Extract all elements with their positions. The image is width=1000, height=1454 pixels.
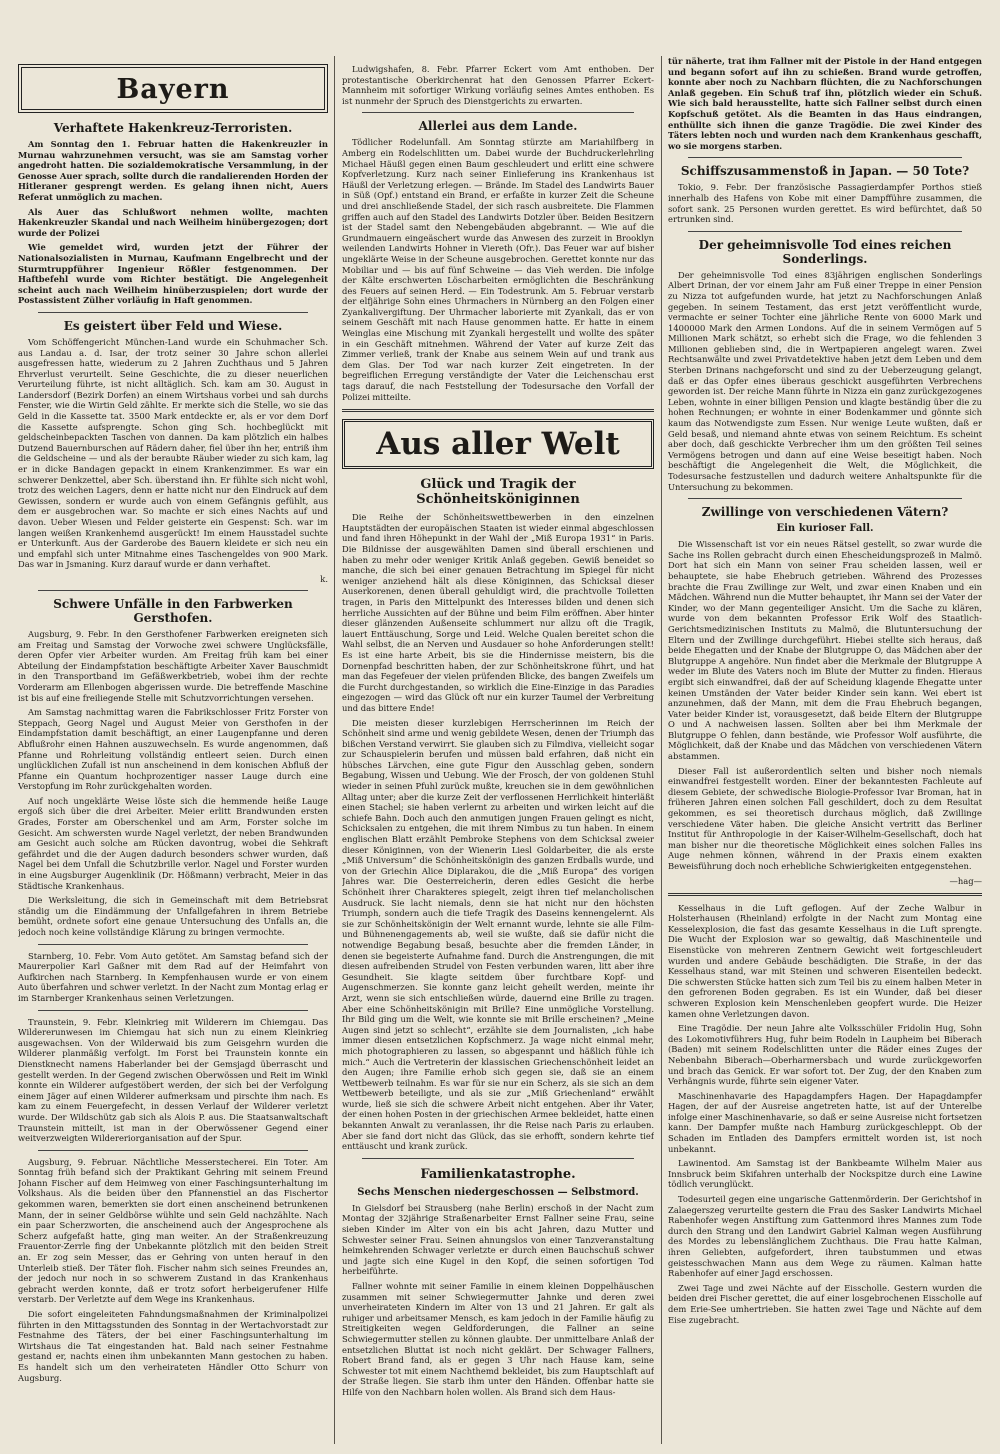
paragraph: Starnberg, 10. Febr. Vom Auto getötet. Am Samstag befand sich der Maurerpolier Karl Gaßner mit dem Rad auf der Heimfahrt von Aufkirchen nach Starnberg. In Kempfenhausen wurde er von einem Auto überfahren und schwer verletzt. In der Nacht zum Montag erlag er im Starnberger Krankenhaus seinen Verletzungen. [18, 950, 328, 1003]
column-2 [342, 56, 654, 1444]
article-title: Der geheimnisvolle Tod eines reichen Sonderlings. [698, 237, 952, 266]
divider [688, 498, 962, 499]
paragraph: Am Sonntag den 1. Februar hatten die Hakenkreuzler in Murnau wahrzunehmen versucht, was sie am Samstag vorher angedroht hatten. Die sozialdemokratische Versammlung, in der Genosse Auer sprach, sollte durch die randalierenden Horden der Hitleraner gesprengt werden. Es gelang ihnen nicht, Auers Referat unmöglich zu machen. [18, 139, 328, 202]
divider [342, 409, 654, 412]
paragraph: Die meisten dieser kurzlebigen Herrscherinnen im Reich der Schönheit sind arme und wenig gebildete Wesen, denen der Triumph das bißchen Verstand verwirrt. Sie glauben sich zu Filmdiva, vielleicht sogar zur Schauspielerin berufen und müssen bald erfahren, daß nicht ein hübsches Lärvchen, eine gute Figur den Ausschlag geben, sondern Begabung, Wissen und Uebung. Wie der Frosch, der von goldenen Stuhl wieder in seinen Pfuhl zurück mußte, kreuchen sie in dem gewöhnlichen Alltag unter; aber die kurze Zeit der verflossenen Herrlichkeit hinterläßt einen Stachel; sie haben verlernt zu arbeiten und wirken leicht auf die schiefe Bahn. Doch auch den anmutigen jungen Frauen gelingt es nicht, Schicksalen zu entgehen, die mit ihrem Nimbus zu tun haben. In einem englischen Blatt erzählt Pembroke Stephens von dem Schicksal zweier dieser Königinnen, von der Wienerin Liesl Goldarbeiter, die als erste „Miß Universum“ die Schönheitskönigin des ganzen Erdballs wurde, und von der Griechin Alice Diplarakou, die die „Miß Europa“ des vorigen Jahres war. Die Oesterreicherin, deren edles Gesicht die herbe Schönheit ihrer Charakteres spiegelt, zeigt ihren tief melancholischen Ausdruck. Sie lacht niemals, denn sie hat nicht nur den höchsten Triumph, sondern auch die tiefe Tragik des Daseins kennengelernt. Als sie zur Schönheitskönigin der Welt ernannt wurde, lehnte sie alle Film- und Bühnenengagements ab, weil sie wußte, daß sie dafür nicht die notwendige Begabung besaß, besuchte aber die fremden Länder, in denen sie begeisterte Aufnahme fand. Durch die Anstrengungen, die mit diesen aufreibenden Strudel von Festen verbunden waren, litt aber ihre Gesundheit. Sie klagte seitdem über furchtbare Kopf- und Augenschmerzen. Sie konnte ganz leicht geheilt werden, meinte ihr Arzt, wenn sie sich entschließen würde, dauernd eine Brille zu tragen. Aber eine Schönheitskönigin mit Brille? Eine unmögliche Vorstellung. Ihr Bild ging um die Welt, wie konnte sie mit Brille erscheinen? „Meine Augen sind jetzt so schlecht“, erzählte sie dem Journalisten, „ich habe immer diesen entsetzlichen Kopfschmerz. Ja wage nicht einmal mehr, mich photographieren zu lassen, so abgespannt und häßlich fühle ich mich.“ Auch die Vertreterin der klassischen Griechenschönheit leidet an den Augen; ihre Familie erhob sich gegen sie, daß sie an einem Wettbewerb teilnahm. Es war für sie nur ein Scherz, als sie sich an dem Wettbewerb beteiligte, und als sie zur „Miß Griechenland“ erwählt wurde, ließ sie sich die schwere Arbeit nicht entgehen. Aber ihr Vater, der einen hohen Posten in der griechischen Armee bekleidet, hatte einen bekannten Anwalt zu veranlassen, ihr die Reise nach Paris zu erlauben. Aber sie fand dort nicht das Glück, das sie erhofft, sondern kehrte tief enttäuscht und krank zurück. [342, 717, 654, 1152]
article-title: Glück und Tragik der Schönheitsköniginnen [416, 477, 580, 508]
paragraph: Am Samstag nachmittag waren die Fabrikschlosser Fritz Forster von Steppach, Georg Nagel und August Meier von Gersthofen in der Eindampfstation damit beschäftigt, an einer Laugenpfanne und deren Abflußrohr einen Hahnen auszuwechseln. Es wurde angenommen, daß Pfanne und Rohrleitung vollständig entleert seien. Durch einen unglücklichen Zufall ist nun anscheinend in dem konischen Abfluß der Pfanne ein Quantum hochprozentiger nasser Lauge durch eine Verstopfung im Rohr zurückgehalten worden. [18, 707, 328, 792]
column-3 [668, 56, 982, 1444]
paragraph: Fallner wohnte mit seiner Familie in einem kleinen Doppelhäuschen zusammen mit seiner Schwiegermutter Jahnke und deren zwei unverheirateten Kindern im Alter von 13 und 21 Jahren. Er galt als ruhiger und arbeitsamer Mensch, es kam jedoch in der Familie häufig zu Streitigkeiten wegen Geldforderungen, die Fallner an seine Schwiegermutter stellen zu können glaubte. Der unmittelbare Anlaß der entsetzlichen Bluttat ist noch nicht geklärt. Der Schwager Fallners, Robert Brand fand, als er gegen 3 Uhr nach Hause kam, seine Schwester tot mit einem Nachthemd bekleidet, bis zum Hauptschlaft auf der Straße liegen. Sie starb ihm unter den Händen. Offenbar hatte sie Hilfe von den Nachbarn holen wollen. Als Brand sich dem Haus- [342, 1281, 654, 1397]
article-title: Es geistert über Feld und Wiese. [63, 318, 283, 333]
paragraph: Eine Tragödie. Der neun Jahre alte Volksschüler Fridolin Hug, Sohn des Lokomotivführers Hug, fuhr beim Rodeln in Laupheim bei Biberach (Baden) mit seinem Rodelschlitten unter die Räder eines Zuges der Nebenbahn Biberach—Oberharmersbach und wurde zurückgeworfen und brach das Genick. Er war sofort tot. Der Zug, der den Knaben zum Verhängnis wurde, führte sein eigener Vater. [668, 1023, 982, 1087]
article-title: Allerlei aus dem Lande. [418, 119, 578, 134]
paragraph: Maschinenhavarie des Hapagdampfers Hagen. Der Hapagdampfer Hagen, der auf der Ausreise angetreten hatte, ist auf der Unterelbe infolge einer Maschinenhavarie, so daß er seine Ausreise nicht fortsetzen kann. Der Dampfer mußte nach Hamburg zurückgeschleppt. Ob der Schaden im Entladen des Dampfers ermittelt worden ist, ist noch unbekannt. [668, 1090, 982, 1154]
divider [688, 231, 962, 232]
paragraph: Die Wissenschaft ist vor ein neues Rätsel gestellt, so zwar wurde die Sache ins Rollen gebracht durch einen Ehescheidungsprozeß in Malmö. Dort hat sich ein Mann von seiner Frau scheiden lassen, weil er behauptete, sie habe Ehebruch getrieben. Während des Prozesses brachte die Frau Zwillinge zur Welt, und zwar einen Knaben und ein Mädchen. Während nun die Mutter behauptet, ihr Mann sei der Vater der Kinder, wo der Mann gegenteiliger Ansicht. Um die Sache zu klären, wurde von dem bekannten Professor Erik Wolf des Staatlich-Gerichtsmedizinischen Instituts zu Malmö, die Blutuntersuchung der Eltern und der Zwillinge durchgeführt. Hiebei stellte sich heraus, daß beide Ehegatten und der Knabe der Blutgruppe O, das Mädchen aber der Blutgruppe A angehöre. Nun findet aber die Merkmale der Blutgruppe A weder im Blute des Vaters noch im Blute der Mutter zu finden. Hieraus ergibt sich einwandfrei, daß der auf Scheidung klagende Ehegatte unter keinen Umständen der Vater beider Kinder sein kann. Wei ebert ist anzunehmen, daß der Mann, mit dem die Frau Ehebruch begangen, Vater beider Kinder ist, vorausgesetzt, daß beide Eltern der Blutgruppe O und A nachweisen lassen. Sollten aber bei ihm Merkmale der Blutgruppe O fehlen, dann bestände, wie Professor Wolf ausführte, die Möglichkeit, daß der Knabe und das Mädchen von verschiedenen Vätern abstammen. [668, 539, 982, 762]
column-rule [334, 56, 335, 1444]
paragraph: Ludwigshafen, 8. Febr. Pfarrer Eckert vom Amt enthoben. Der protestantische Oberkirchenrat hat den Genossen Pfarrer Eckert-Mannheim mit sofortiger Wirkung vorläufig seines Amtes enthoben. Es ist nunmehr der Spruch des Dienstgerichts zu erwarten. [342, 64, 654, 106]
paragraph: Augsburg, 9. Febr. In den Gersthofener Farbwerken ereigneten sich am Freitag und Samstag der Vorwoche zwei schwere Unglücksfälle, deren Opfer vier Arbeiter wurden. Am Freitag früh kam bei einer Abteilung der Eindampfstation beschäftigte Arbeiter Xaver Bauschmidt in den Transportband im Gefäßwerkbetrieb, wobei ihm der rechte Vorderarm am Ellenbogen abgerissen wurde. Die betreffende Maschine ist bis auf eine freiliegende Stelle mit Schutzvorrichtungen versehen. [18, 628, 328, 703]
divider [668, 893, 982, 896]
paragraph: Traunstein, 9. Febr. Kleinkrieg mit Wilderern im Chiemgau. Das Wildererunwesen im Chiemgau hat sich nun zu einem Kleinkrieg ausgewachsen. Von der Wilderwaid bis zum Geisgehrn wurden die Wilderer planmäßig verfolgt. Im Forst bei Traunstein konnte ein Dienstknecht namens Haberlander bei der Gemsjagd überrascht und gestellt werden. In der Gegend zwischen Oberwössen und Reit im Winkl konnte ein Wilderer aufgestöbert werden, der sich bei der Verfolgung einem Jäger auf einen Wilderer aufmerksam und pirschte ihm nach. Es kam zu einem Feuergefecht, in dessen Verlauf der Wilderer verletzt wurde. Der Wildschütz gab sich als Alois P. aus. Die Staatsanwaltschaft Traunstein mitteilt, ist man in der Oberwössener Gegend einer weitverzweigten Wildereriorganisation auf der Spur. [18, 1016, 328, 1144]
section-head-aus-aller-welt: Aus aller Welt [342, 419, 654, 469]
divider [38, 944, 308, 945]
paragraph: Tokio, 9. Febr. Der französische Passagierdampfer Porthos stieß innerhalb des Hafens von Kobe mit einer Dampfführe zusammen, die sofort sank. 25 Personen wurden gerettet. Es wird befürchtet, daß 50 ertrunken sind. [668, 182, 982, 225]
paragraph: Lawinentod. Am Samstag ist der Bankbeamte Wilhelm Maier aus Innsbruck beim Skifahren unterhalb der Nockspitze durch eine Lawine tödlich verunglückt. [668, 1158, 982, 1190]
paragraph: Zwei Tage und zwei Nächte auf der Eisscholle. Gestern wurden die beiden drei Fischer gerettet, die auf einer losgebrochenen Eisscholle auf dem Erie-See umhertrieben. Sie hatten zwei Tage und Nächte auf dem Eise zugebracht. [668, 1282, 982, 1325]
article-subtitle: Ein kurioser Fall. [776, 523, 874, 535]
article-title: Familienkatastrophe. [420, 1166, 576, 1182]
divider [38, 1150, 308, 1151]
column-rule [661, 56, 662, 1444]
paragraph: Vom Schöffengericht München-Land wurde ein Schuhmacher Sch. aus Landau a. d. Isar, der trotz seiner 30 Jahre schon allerlei ausgefressen hatte, wiederum zu 2 Jahren Zuchthaus und 5 Jahren Ehrverlust verurteilt. Seine Geschichte, die zu dieser neuerlichen Verurteilung führte, ist nicht alltäglich. Sch. kam am 30. August in Landersdorf (Bezirk Dorfen) an einem Wirtshaus vorbei und sah durchs Fenster, wie die Wirtin Geld zählte. Er merkte sich die Stelle, wo sie das Geld in die Kassette tat. 3500 Mark entdeckte er, als er vor dem Dorf die Kassette aufsprengte. Schon ging Sch. hochbeglückt mit geldscheinbepackten Taschen von dannen. Da kam plötzlich ein halbes Dutzend Bauernburschen auf Rädern daher, fiel über ihn her, entriß ihm die Geldscheine — und als der beraubte Räuber wieder zu sich kam, lag er in dicke Bandagen gepackt in einem Krankenzimmer. Es war ein schwerer Denkzettel, aber Sch. überstand ihn. Er fühlte sich nicht wohl, trotz des weichen Lagers, denn er hatte nicht nur den Eindruck auf dem Gewissen, sondern er wurde auch von einem Gefängnis gefühlt, aus dem er ausgebrochen war. So machte er sich eines Nachts auf und davon. Ueber Wiesen und Felder geisterte ein Gespenst: Sch. war im langen weißen Krankenhemd ausgerückt! Im einem Hausstadel suchte er Unterkunft. Aus der Garderobe des Bauern kleidete er sich neu ein und empfahl sich unter Mitnahme eines Taschengeldes von 900 Mark. Das war in Jsmaning. Kurz darauf wurde er dann verhaftet. [18, 336, 328, 570]
divider [362, 112, 634, 113]
paragraph: Die Werksleitung, die sich in Gemeinschaft mit dem Betriebsrat ständig um die Eindämmung der Unfallgefahren in ihrem Betriebe bemüht, ordnete sofort eine genaue Untersuchung des Unfalls an, die jedoch noch keine vollständige Klärung zu bringen vermochte. [18, 895, 328, 937]
article-subtitle: Sechs Menschen niedergeschossen — Selbstmord. [357, 1186, 639, 1198]
paragraph: Der geheimnisvolle Tod eines 83jährigen englischen Sonderlings Albert Drinan, der vor einem Jahr am Fuß einer Treppe in einer Pension zu Nizza tot aufgefunden wurde, hat jetzt zu Nachforschungen Anlaß gegeben. In seinem Testament, das erst jetzt veröffentlicht wurde, vermachte er seiner Tochter eine jährliche Rente von 6000 Mark und 1400000 Mark den Armen Londons. Auf die in seinem Vermögen auf 5 Millionen Mark schätzt, so erhebt sich die Frage, wo die fehlenden 3 Millionen geblieben sind, die in Wertpapieren angelegt waren. Zwei Rechtsanwälte und zwei Privatdetektive haben jetzt dem Leben und dem Sterben Drinans nachgeforscht und sind zu der Ueberzeugung gelangt, daß er das Opfer eines überaus geschickt ausgeführten Verbrechens geworden ist. Der reiche Mann führte in Nizza ein ganz zurückgezogenes Leben, wohnte in einer billigen Pension und klagte beständig über die zu hohen Rechnungen; er wohnte in einer Bodenkammer und gönnte sich kaum das Notwendigste zum Essen. Nur wenige Leute wußten, daß er Geld besaß, und niemand ahnte etwas von seinem Reichtum. Es scheint aber doch, daß geschickte Verbrecher ihm um den größten Teil seines Vermögens betrogen und dann auf eine Weise beseitigt haben. Noch beschäftigt die Angelegenheit die Welt, die Möglichkeit, die Todesursache festzustellen und dadurch weitere Anhaltspunkte für die Untersuchung zu bekommen. [668, 269, 982, 492]
divider [38, 590, 308, 591]
paragraph: Wie gemeldet wird, wurden jetzt der Führer der Nationalsozialisten in Murnau, Kaufmann Engelbrecht und der Sturmtruppführer Ingenieur Rößler festgenommen. Der Haftbefehl wurde vom Richter bestätigt. Die Angelegenheit scheint auch nach Weilheim hinüberzuspielen; dort wurde der Postassistent Zülher vorläufig in Haft genommen. [18, 242, 328, 306]
paragraph: Kesselhaus in die Luft geflogen. Auf der Zeche Walbur in Holsterhausen (Rheinland) erfolgte in der Nacht zum Montag eine Kesselexplosion, die fast das gesamte Kesselhaus in die Luft sprengte. Die Wucht der Explosion war so gewaltig, daß Maschinenteile und Eisenstücke von mehreren Zentnern Gewicht weit fortgeschleudert wurden und andere Gebäude beschädigten. Die Straße, in der das Kesselhaus stand, war mit Steinen und schweren Eisenteilen bedeckt. Die schwersten Stücke hatten sich zum Teil bis zu einem halben Meter in den gefrorenen Boden gegraben. Es ist ein Wunder, daß bei dieser schweren Explosion kein Menschenleben geopfert wurde. Die Heizer kamen ohne Verletzungen davon. [668, 902, 982, 1019]
paragraph: Tödlicher Rodelunfall. Am Sonntag stürzte am Mariahilfberg in Amberg ein Rodelschlitten um. Dabei wurde der Buchdruckerlehrling Michael Häußl gegen einen Baum geschleudert und erlitt eine schwere Kopfverletzung. Kurz nach seiner Einlieferung ins Krankenhaus ist Häußl der Verletzung erlegen. — Brände. Im Stadel des Landwirts Bauer in Süß (Opf.) entstand ein Brand, er erfaßte in kurzer Zeit die Scheune und drei anschließende Stadel, der sich rasch ausbreitete. Die Flammen griffen auch auf den Stadel des Landwirts Dotzler über. Beiden Besitzern ist der Stadel samt den Nebengebäuden abgebrannt. — Wie auf die Grundmauern eingeäschert wurde das Anwesen des zurzeit in Brooklyn weilenden Landwirts Hohner in Viereth (Ofr.). Das Feuer war auf bisher ungeklärte Weise in der Scheune ausgebrochen. Gerettet konnte nur das Mobiliar und — bis auf fünf Schweine — das Vieh werden. Die infolge der Kälte erschwerten Löscharbeiten ermöglichten die Beschränkung des Feuers auf seinen Herd. — Ein Todestrunk. Am 5. Februar verstarb der elfjährige Sohn eines Uhrmachers in Nürnberg an den Folgen einer Zyankalivergiftung. Der Uhrmacher laborierte mit Zyankali, das er von seinem Geschäft mit nach Hause genommen hatte. Er hatte in einem Weinglas eine Mischung mit Zyankali hergestellt und wollte des später in ein Geschäft mitnehmen. Während der Vater auf kurze Zeit das Zimmer verließ, trank der Knabe aus seinem Wein auf und trank aus dem Glas. Der Tod war nach kurzer Zeit eingetreten. In der begreiflichen Erregung verständigte der Vater die Leichenschau erst tags darauf, die nach Feststellung der Todesursache den Vorfall der Polizei mitteilte. [342, 137, 654, 402]
paragraph: Die Reihe der Schönheitswettbewerben in den einzelnen Hauptstädten der europäischen Staaten ist wieder einmal abgeschlossen und fand ihren Höhepunkt in der Wahl der „Miß Europa 1931“ in Paris. Die Bildnisse der ausgewählten Damen sind überall erschienen und haben zu mehr oder weniger Kritik Anlaß gegeben. Gewiß beneidet so manche, die sich bei einer genauen Betrachtung im Spiegel für nicht weniger anziehend hält als diese Königinnen, das Schicksal dieser Auserkorenen, denen überall gehuldigt wird, die prachtvolle Toiletten tragen, in Paris den Mittelpunkt des Interesses bilden und denen sich herrliche Aussichten auf der Bühne und beim Film eröffnen. Aber hinter dieser glänzenden Außenseite schlummert nur allzu oft die Tragik, lauert Enttäuschung, Sorge und Leid. Welche Qualen bereitet schon die Wahl selbst, die an Nerven und Ausdauer so hohe Anforderungen stellt! Es ist eine harte Arbeit, bis sie die Hindernisse meistern, bis die Dornenpfad beschritten haben, der zur Schönheitskrone führt, und hat man das Fegefeuer der vielen prüfenden Blicke, des bangen Zweifels um die Furcht durchgestanden, so wirklich die Eine-Einzige in das Paradies eingezogen — wird das Glück oft nur ein kurzer Taumel der Verbreitung und das bittere Ende! [342, 512, 654, 713]
article-title: Schiffszusammenstoß in Japan. — 50 Tote? [680, 164, 970, 179]
paragraph: Auf noch ungeklärte Weise löste sich die hemmende heiße Lauge ergoß sich über die drei Arbeiter. Meier erlitt Brandwunden ersten Grades, Forster am Oberschenkel und am Arm, Forster solche im Gesicht. Am schwersten wurde Nagel verletzt, der neben Brandwunden am Gesicht auch solche am Rücken davontrug, wobei die Sehkraft gefährdet und die der Augen dadurch besonders schwer wurden, daß Nagel bei dem Unfall die Schutzbrille verlor. Nagel und Forster wurden in eine Augsburger Augenklinik (Dr. Hößmann) verbracht, Meier in das Städtische Krankenhaus. [18, 795, 328, 891]
article-title: Schwere Unfälle in den Farbwerken Gersthofen. [53, 596, 293, 625]
section-head-bayern: Bayern [18, 64, 328, 113]
divider [362, 1158, 634, 1159]
divider [38, 312, 308, 313]
author-signature: k. [320, 573, 328, 584]
paragraph: Dieser Fall ist außerordentlich selten und bisher noch niemals einwandfrei festgestellt worden. Einer der bekanntesten Fachleute auf diesem Gebiete, der schwedische Biologie-Professor Ivar Broman, hat in früheren Jahren einen solchen Fall geschildert, doch zu dem Resultat gekommen, es sei theoretisch durchaus möglich, daß Zwillinge verschiedene Väter haben. Die gleiche Ansicht vertritt das Berliner Institut für Anthropologie in der Kaiser-Wilhelm-Gesellschaft, doch hat man bisher nur die theoretische Möglichkeit eines solchen Falles ins Auge nehmen können, während in der Praxis einem exakten Beweisführung doch noch erhebliche Schwierigkeiten entgegenstehen. [668, 765, 982, 871]
paragraph: Als Auer das Schlußwort nehmen wollte, machten Hakenkreuzler Skandal und nach Weilheim hinübergezogen; dort wurde der Polizei [18, 206, 328, 238]
author-signature: —hag— [949, 875, 982, 886]
paragraph: Todesurteil gegen eine ungarische Gattenmörderin. Der Gerichtshof in Zalaegerszeg verurteilte gestern die Frau des Sasker Landwirts Michael Rabenhofer wegen Anstiftung zum Gattenmord ihres Mannes zum Tode durch den Strang und den Landwirt Gabriel Kalman wegen Ausführung des Mordes zu lebenslänglichem Zuchthaus. Die Frau hatte Kalman, ihren Geliebten, aufgefordert, ihren taubstummen und etwas geistesschwachen Mann aus dem Wege zu räumen. Kalman hatte Rabenhofer auf einer Jagd erschossen. [668, 1194, 982, 1279]
paragraph: Die sofort eingeleiteten Fahndungsmaßnahmen der Kriminalpolizei führten in den Mittagsstunden des Sonntag in der Wertachvorstadt zur Festnahme des Täters, der bei einer Faschingsunterhaltung im Wirtshaus die Tat eingestanden hat. Bald nach seiner Festnahme gestand er, nachts einen ihm unbekannten Mann gestochen zu haben. Es handelt sich um den verheirateten Händler Otto Schurr von Augsburg. [18, 1309, 328, 1383]
paragraph: Augsburg, 9. Februar. Nächtliche Messerstecherei. Ein Toter. Am Sonntag früh befand sich der Praktikant Gehring mit seinem Freund Johann Fischer auf dem Heimweg von einer Faschingsunterhaltung im Volkshaus. Als die beiden über den Pfannenstiel an das Fischertor gekommen waren, bemerkten sie dort einen anscheinend betrunkenen Mann, der in seiner Geldbörse wühlte und sein Geld nachzählte. Nach ein paar Scherzworten, die anscheinend auch der Angesprochene als Scherz aufgefaßt hatte, ging man weiter. An der Straßenkreuzung Frauentor-Zerrle fing der Unbekannte plötzlich mit den beiden Streit an. Er zog sein Messer, das er Gehring von unten herauf in den Unterleib stieß. Der Täter floh. Fischer nahm sich seines Freundes an, der jedoch nur noch in so schwerem Zustand in das Krankenhaus gebracht werden konnte, daß er trotz sofort herbeigerufener Hilfe verstarb. Der Verletzte auf dem Wege ins Krankenhaus. [18, 1156, 328, 1305]
divider [688, 157, 962, 158]
column-1 [18, 56, 328, 1444]
paragraph: In Gielsdorf bei Strausberg (nahe Berlin) erschoß in der Nacht zum Montag der 32jährige Straßenarbeiter Ernst Fallner seine Frau, seine sieben Kinder im Alter von ein bis acht Jahren, dazu Mutter und Schwester seiner Frau. Seinen ahnungslos von einer Tanzveranstaltung heimkehrenden Schwager verletzte er durch einen Bauchschuß schwer und jagte sich eine Kugel in den Kopf, die seinen sofortigen Tod herbeiführte. [342, 1202, 654, 1277]
article-title: Verhaftete Hakenkreuz-Terroristen. [53, 121, 293, 135]
paragraph: tür näherte, trat ihm Fallner mit der Pistole in der Hand entgegen und begann sofort auf ihn zu schießen. Brand wurde getroffen, konnte aber noch zu Nachbarn flüchten, die zu Nachforschungen Anlaß gegeben. Ein Schuß traf ihn, plötzlich wieder ein Schuß. Wie sich bald herausstellte, hatte sich Fallner selbst durch einen Kopfschuß getötet. Als die Beamten in das Haus eindrangen, enthüllte sich ihnen die ganze Tragödie. Die zwei Kinder des Täters lebten noch und wurden nach dem Krankenhaus geschafft, wo sie morgens starben. [668, 56, 982, 151]
article-title: Zwillinge von verschiedenen Vätern? [701, 505, 949, 520]
divider [38, 1010, 308, 1011]
